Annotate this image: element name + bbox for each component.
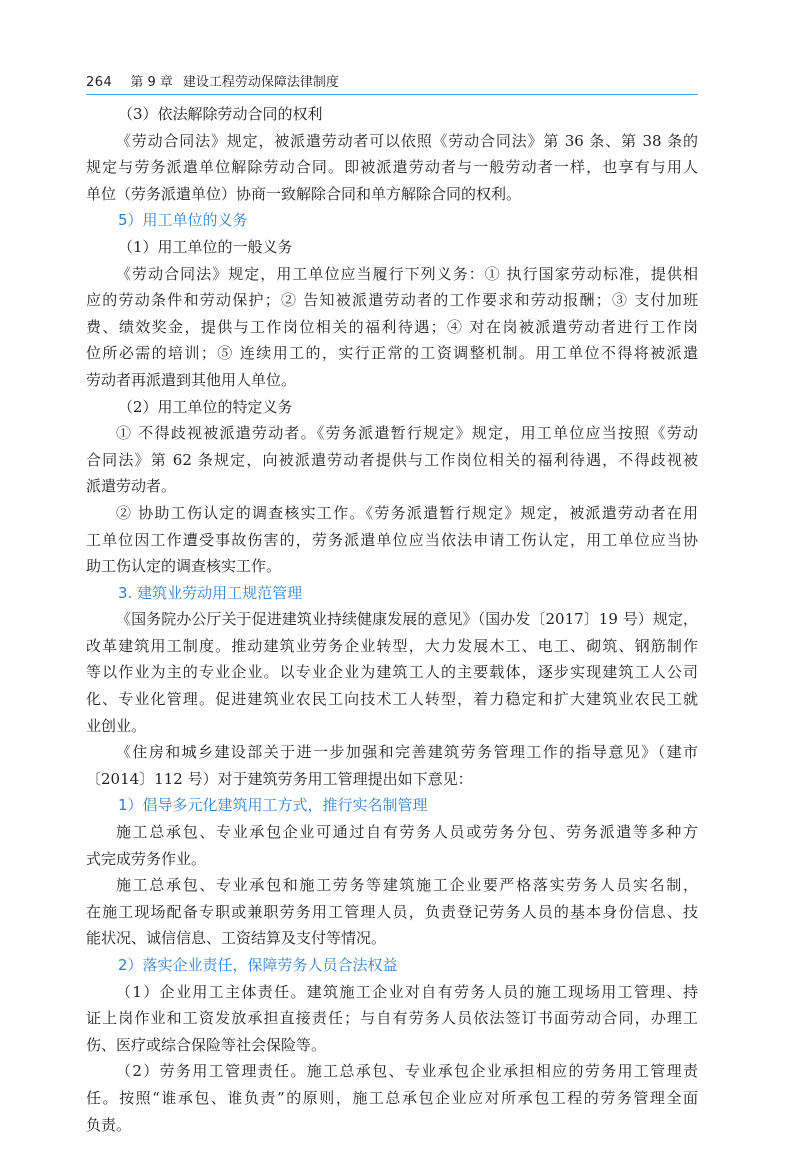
sub-heading: （1）用工单位的一般义务: [118, 237, 293, 256]
paragraph-line: 施工总承包、专业承包企业可通过自有劳务人员或劳务分包、劳务派遣等多种方: [116, 823, 698, 842]
paragraph-line: 伤、医疗或综合保险等社会保险等。: [86, 1035, 327, 1054]
paragraph-line: 《国务院办公厅关于促进建筑业持续健康发展的意见》（国办发〔2017〕19 号）规定，: [116, 610, 698, 629]
paragraph-line: 业创业。: [86, 716, 147, 735]
paragraph-line: （1）企业用工主体责任。建筑施工企业对自有劳务人员的施工现场用工管理、持: [116, 982, 698, 1001]
paragraph-line: 证上岗作业和工资发放承担直接责任；与自有劳务人员依法签订书面劳动合同，办理工: [86, 1009, 698, 1028]
paragraph-line: 化、专业化管理。促进建筑业农民工向技术工人转型，着力稳定和扩大建筑业农民工就: [86, 690, 698, 709]
paragraph-line: 能状况、诚信信息、工资结算及支付等情况。: [86, 929, 387, 948]
paragraph-line: （2）劳务用工管理责任。施工总承包、专业承包企业承担相应的劳务用工管理责: [116, 1062, 698, 1081]
sub-heading: （3）依法解除劳动合同的权利: [118, 105, 323, 123]
paragraph-line: 《劳动合同法》规定，被派遣劳动者可以依照《劳动合同法》第 36 条、第 38 条的: [116, 131, 698, 150]
paragraph-line: 助工伤认定的调查核实工作。: [86, 557, 282, 576]
paragraph-line: 改革建筑用工制度。推动建筑业劳务企业转型，大力发展木工、电工、砌筑、钢筋制作: [86, 636, 698, 655]
running-header: [86, 66, 698, 90]
paragraph-line: 合同法》第 62 条规定，向被派遣劳动者提供与工作岗位相关的福利待遇，不得歧视被: [86, 450, 698, 469]
section-heading: 1）倡导多元化建筑用工方式，推行实名制管理: [118, 796, 428, 815]
paragraph-line: 规定与劳务派遣单位解除劳动合同。即被派遣劳动者与一般劳动者一样，也享有与用人: [86, 158, 698, 177]
paragraph-line: 《劳动合同法》规定，用工单位应当履行下列义务：① 执行国家劳动标准，提供相: [116, 264, 698, 283]
paragraph-line: 费、绩效奖金，提供与工作岗位相关的福利待遇；④ 对在岗被派遣劳动者进行工作岗: [86, 317, 698, 336]
page-number: 264: [86, 75, 113, 90]
paragraph-line: 派遣劳动者。: [86, 477, 177, 496]
chapter-label: 第 9 章: [130, 75, 173, 90]
paragraph-line: 施工总承包、专业承包和施工劳务等建筑施工企业要严格落实劳务人员实名制，: [116, 876, 698, 895]
paragraph-line: 单位（劳务派遣单位）协商一致解除合同和单方解除合同的权利。: [86, 184, 522, 203]
paragraph-line: 在施工现场配备专职或兼职劳务用工管理人员，负责登记劳务人员的基本身份信息、技: [86, 902, 698, 921]
section-heading: 2）落实企业责任，保障劳务人员合法权益: [118, 956, 398, 974]
paragraph-line: 工单位因工作遭受事故伤害的，劳务派遣单位应当依法申请工伤认定，用工单位应当协: [86, 530, 698, 549]
paragraph-line: 《住房和城乡建设部关于进一步加强和完善建筑劳务管理工作的指导意见》（建市: [116, 743, 698, 762]
sub-heading: （2）用工单位的特定义务: [118, 397, 293, 416]
paragraph-line: 劳动者再派遣到其他用人单位。: [86, 370, 297, 389]
paragraph-line: ① 不得歧视被派遣劳动者。《劳务派遣暂行规定》规定，用工单位应当按照《劳动: [116, 424, 698, 443]
chapter-title: 建设工程劳动保障法律制度: [182, 75, 339, 90]
paragraph-line: 负责。: [86, 1115, 132, 1134]
paragraph-line: 位所必需的培训；⑤ 连续用工的，实行正常的工资调整机制。用工单位不得将被派遣: [86, 344, 698, 363]
header-rule: [86, 94, 698, 95]
paragraph-line: 〔2014〕112 号）对于建筑劳务用工管理提出如下意见：: [86, 769, 473, 788]
body-text: [86, 101, 698, 1138]
paragraph-line: 等以作业为主的专业企业。以专业企业为建筑工人的主要载体，逐步实现建筑工人公司: [86, 663, 698, 682]
paragraph-line: 应的劳动条件和劳动保护；② 告知被派遣劳动者的工作要求和劳动报酬；③ 支付加班: [86, 291, 698, 310]
section-heading: 5）用工单位的义务: [118, 211, 248, 230]
section-heading: 3. 建筑业劳动用工规范管理: [118, 583, 303, 602]
paragraph-line: 式完成劳务作业。: [86, 849, 207, 868]
paragraph-line: ② 协助工伤认定的调查核实工作。《劳务派遣暂行规定》规定，被派遣劳动者在用: [116, 503, 698, 522]
paragraph-line: 任。按照“谁承包、谁负责”的原则，施工总承包企业应对所承包工程的劳务管理全面: [86, 1088, 698, 1107]
